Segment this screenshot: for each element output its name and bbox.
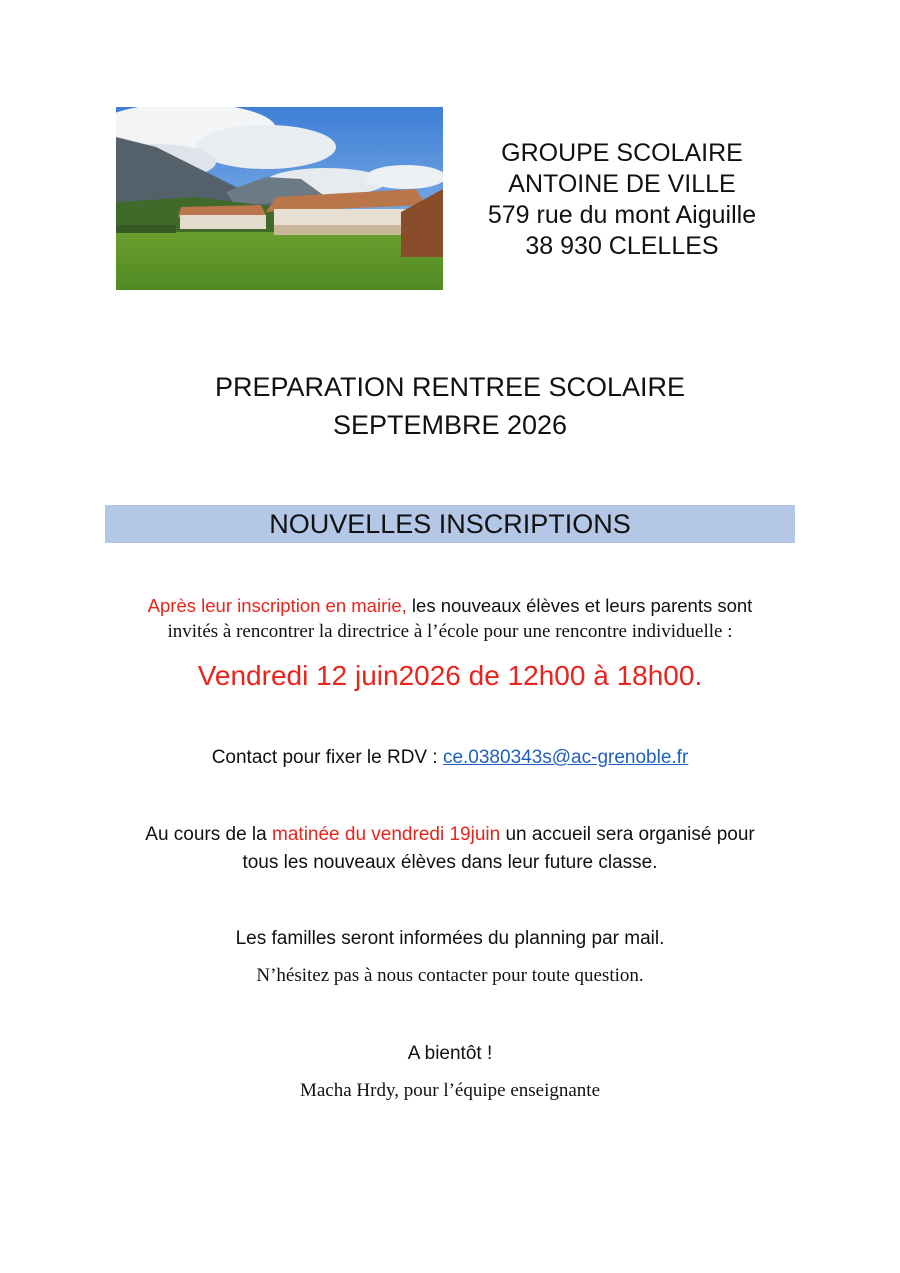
title-line-1: PREPARATION RENTREE SCOLAIRE <box>214 372 686 402</box>
welcome-line-2: tous les nouveaux élèves dans leur future classe. <box>242 852 658 873</box>
title-line-2: SEPTEMBRE 2026 <box>332 410 568 440</box>
intro-paragraph <box>0 593 900 645</box>
families-note: Les familles seront informées du planning par mail. <box>235 928 665 949</box>
contact-email-link[interactable]: ce.0380343s@ac-grenoble.fr <box>442 747 689 768</box>
questions-note: N’hésitez pas à nous contacter pour toute question. <box>256 965 644 986</box>
section-banner: NOUVELLES INSCRIPTIONS <box>105 505 795 543</box>
welcome-suffix: un accueil sera organisé pour <box>500 824 755 845</box>
welcome-paragraph <box>0 821 900 877</box>
contact-label: Contact pour fixer le RDV : <box>211 747 443 768</box>
intro-line-2: invités à rencontrer la directrice à l’école pour une rencontre individuelle : <box>167 621 733 642</box>
contact-line <box>0 745 900 771</box>
intro-black-text: les nouveaux élèves et leurs parents sont <box>406 595 753 616</box>
school-name: ANTOINE DE VILLE <box>508 170 736 198</box>
closing-text: A bientôt ! <box>407 1043 493 1064</box>
intro-red-text: Après leur inscription en mairie, <box>147 595 407 616</box>
postal-city: 38 930 CLELLES <box>525 232 719 260</box>
school-address <box>462 138 782 262</box>
page-title <box>0 368 900 444</box>
school-group-label: GROUPE SCOLAIRE <box>501 139 743 167</box>
street-address: 579 rue du mont Aiguille <box>487 201 757 229</box>
welcome-red-text: matinée du vendredi 19juin <box>272 824 501 845</box>
welcome-prefix: Au cours de la <box>145 824 273 845</box>
signature: Macha Hrdy, pour l’équipe enseignante <box>299 1080 601 1101</box>
school-photo <box>116 107 443 290</box>
meeting-date: Vendredi 12 juin2026 de 12h00 à 18h00. <box>197 660 703 691</box>
